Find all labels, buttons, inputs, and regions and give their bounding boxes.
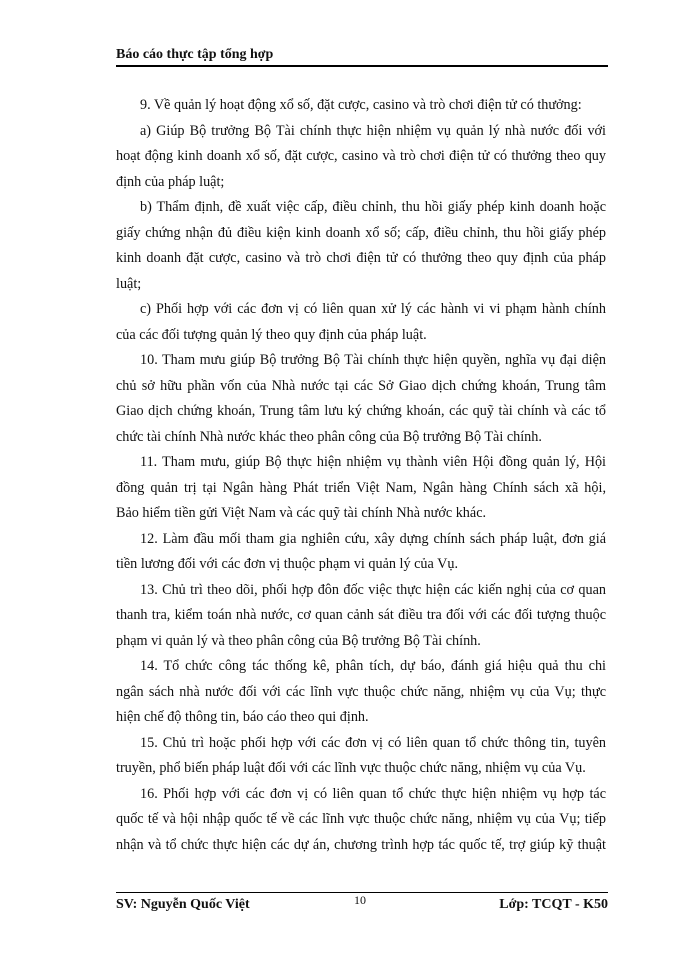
text-line: thanh tra, kiểm toán nhà nước, cơ quan cảnh sát điều tra đối với các đối tượng thuộc: [116, 607, 606, 623]
document-body: [116, 93, 606, 858]
paragraph: [116, 527, 606, 578]
text-line: kinh doanh đặt cược, casino và trò chơi điện tử có thưởng theo quy định của pháp: [116, 250, 606, 266]
text-line: hiện chế độ thông tin, báo cáo theo qui định.: [116, 709, 369, 725]
text-line: Giao dịch chứng khoán, Trung tâm lưu ký chứng khoán, các quỹ tài chính và các tổ: [116, 403, 606, 419]
text-line: Bảo hiểm tiền gửi Việt Nam và các quỹ tài chính Nhà nước khác.: [116, 505, 487, 521]
paragraph: [116, 119, 606, 196]
text-line: 11. Tham mưu, giúp Bộ thực hiện nhiệm vụ thành viên Hội đồng quản lý, Hội: [140, 454, 606, 470]
footer-class: Lớp: TCQT - K50: [499, 897, 608, 912]
text-line: 9. Về quản lý hoạt động xổ số, đặt cược, casino và trò chơi điện tử có thưởng:: [140, 97, 582, 113]
text-line: 14. Tổ chức công tác thống kê, phân tích, dự báo, đánh giá hiệu quả thu chi: [140, 658, 606, 674]
text-line: đồng quản trị tại Ngân hàng Phát triển Việt Nam, Ngân hàng Chính sách xã hội,: [116, 479, 606, 496]
text-line: 10. Tham mưu giúp Bộ trưởng Bộ Tài chính thực hiện quyền, nghĩa vụ đại diện: [140, 352, 606, 368]
text-line: quốc tế và hội nhập quốc tế về các lĩnh vực thuộc chức năng, nhiệm vụ của Vụ; tiếp: [116, 811, 606, 827]
text-line: 13. Chủ trì theo dõi, phối hợp đôn đốc việc thực hiện các kiến nghị của cơ quan: [140, 581, 606, 598]
page-number: 10: [354, 893, 366, 907]
text-line: chủ sở hữu phần vốn của Nhà nước tại các Sở Giao dịch chứng khoán, Trung tâm: [116, 377, 606, 394]
text-line: giấy chứng nhận đủ điều kiện kinh doanh xổ số; cấp, điều chỉnh, thu hồi giấy phép: [116, 224, 606, 241]
text-line: c) Phối hợp với các đơn vị có liên quan xử lý các hành vi vi phạm hành chính: [140, 301, 606, 317]
paragraph: [116, 348, 606, 450]
paragraph: [116, 782, 606, 859]
paragraph: [116, 195, 606, 297]
paragraph: [116, 450, 606, 527]
text-line: truyền, phổ biến pháp luật đối với các lĩnh vực thuộc chức năng, nhiệm vụ của Vụ.: [116, 760, 586, 776]
text-line: hoạt động kinh doanh xổ số, đặt cược, casino và trò chơi điện tử có thưởng theo quy: [116, 148, 606, 164]
text-line: 15. Chủ trì hoặc phối hợp với các đơn vị có liên quan tổ chức thông tin, tuyên: [140, 734, 606, 751]
text-line: nhận và tổ chức thực hiện các dự án, chương trình hợp tác quốc tế, trợ giúp kỹ thuật: [116, 836, 606, 853]
paragraph: [116, 297, 606, 348]
text-line: b) Thẩm định, đề xuất việc cấp, điều chỉnh, thu hồi giấy phép kinh doanh hoặc: [140, 199, 606, 215]
paragraph: [116, 731, 606, 782]
text-line: 12. Làm đầu mối tham gia nghiên cứu, xây dựng chính sách pháp luật, đơn giá: [140, 530, 606, 547]
text-line: luật;: [116, 275, 142, 292]
text-line: chức tài chính Nhà nước khác theo phân công của Bộ trưởng Bộ Tài chính.: [116, 428, 542, 445]
paragraph: [116, 578, 606, 655]
page-header-title: Báo cáo thực tập tổng hợp: [116, 47, 274, 62]
paragraph: [116, 93, 606, 119]
text-line: tiền lương đối với các đơn vị thuộc phạm vi quản lý của Vụ.: [116, 556, 458, 572]
header-rule: [116, 65, 608, 67]
footer-student-name: SV: Nguyễn Quốc Việt: [116, 897, 250, 912]
text-line: phạm vi quản lý và theo phân công của Bộ trưởng Bộ Tài chính.: [116, 632, 481, 649]
text-line: a) Giúp Bộ trưởng Bộ Tài chính thực hiện nhiệm vụ quản lý nhà nước đối với: [140, 122, 606, 139]
text-line: định của pháp luật;: [116, 173, 225, 190]
text-line: ngân sách nhà nước đối với các lĩnh vực thuộc chức năng, nhiệm vụ của Vụ; thực: [116, 683, 606, 700]
text-line: 16. Phối hợp với các đơn vị có liên quan tổ chức thực hiện nhiệm vụ hợp tác: [140, 785, 606, 802]
paragraph: [116, 654, 606, 731]
text-line: của các đối tượng quản lý theo quy định của pháp luật.: [116, 326, 427, 343]
